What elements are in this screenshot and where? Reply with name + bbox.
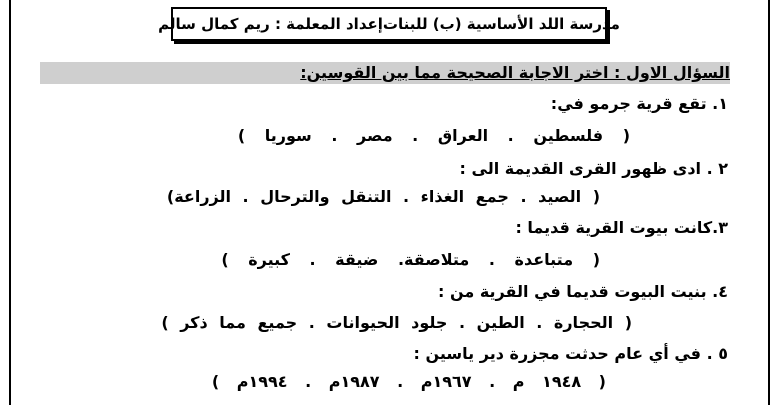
question-2-stem: ٢ . ادى ظهور القرى القديمة الى : [459, 159, 728, 178]
question-4-options: ( الحجارة . الطين . جلود الحيوانات . جميع مما ذكر ) [161, 313, 632, 332]
question-3-stem: ٣.كانت بيوت القرية قديما : [515, 218, 728, 237]
teacher-name: إعداد المعلمة : ريم كمال سالم [158, 15, 383, 33]
question-4-stem: ٤. بنيت البيوت قديما في القرية من : [437, 282, 728, 301]
question-2-options: ( الصيد . جمع الغذاء . التنقل والترحال . الزراعة) [166, 187, 600, 206]
document-header [158, 7, 620, 41]
page-border-left [9, 0, 11, 405]
school-name: مدرسة اللد الأساسية (ب) للبنات [382, 15, 620, 33]
question-1-stem: ١. تقع قرية جرمو في: [550, 94, 728, 113]
question-5-options: ( ١٩٤٨ م . ١٩٦٧م . ١٩٨٧م . ١٩٩٤م ) [211, 372, 606, 391]
page-border-right [768, 0, 770, 405]
question-5-stem: ٥ . في أي عام حدثت مجزرة دير ياسين : [413, 344, 728, 363]
question-1-options: ( فلسطين . العراق . مصر . سوريا ) [237, 126, 630, 145]
question-3-options: ( متباعدة . متلاصقة. ضيقة . كبيرة ) [221, 250, 600, 269]
section-title: السؤال الاول : اختر الاجابة الصحيحة مما بين القوسين: [300, 63, 730, 82]
